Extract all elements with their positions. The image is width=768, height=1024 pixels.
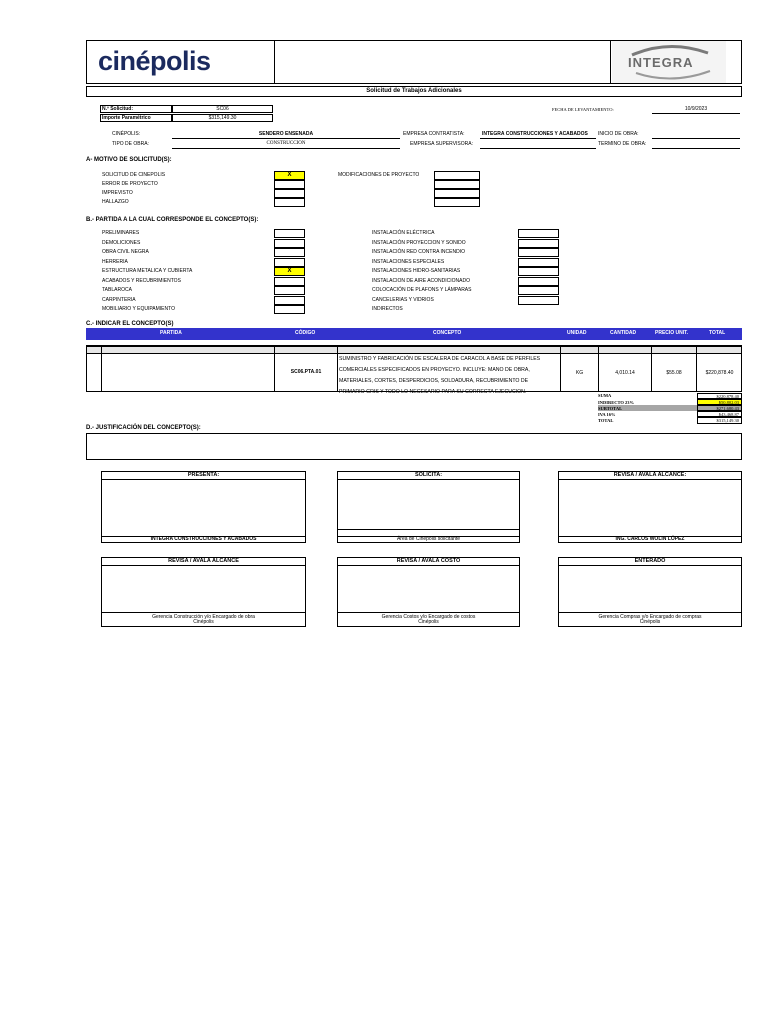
partida-checkbox[interactable]: X [274, 267, 305, 276]
contractor-label: EMPRESA CONTRATISTA: [403, 131, 465, 137]
row-total: $220,878.40 [705, 370, 734, 376]
partida-checkbox-right[interactable] [518, 239, 559, 248]
col-rule [598, 346, 599, 392]
col-header-precio: PRECIO UNIT. [655, 330, 689, 336]
motive-label: ERROR DE PROYECTO [102, 181, 158, 187]
start-underline [652, 138, 740, 139]
signature-box-construccion [101, 557, 306, 627]
cinepolis-logo: cinépolis [98, 46, 211, 76]
signature-footer: Gerencia Costos y/o Encargado de costos [381, 614, 476, 620]
motive-label-right: MODIFICACIONES DE PROYECTO [338, 172, 420, 178]
partida-checkbox[interactable] [274, 277, 305, 286]
motive-label: HALLAZGO [102, 199, 129, 205]
signature-box-costos [337, 557, 520, 627]
cinepolis-underline [172, 138, 400, 139]
col-header-concepto: CONCEPTO [433, 330, 462, 336]
totals-value: $315,149.30 [697, 417, 742, 424]
totals-value: $271,680.43 [697, 405, 742, 411]
signature-box-revisa-alcance [558, 471, 742, 543]
survey-date-value: 10/9/2023 [684, 106, 708, 112]
totals-label: INDIRECTO 23% [598, 400, 635, 405]
signature-footer: INTEGRA CONSTRUCCIONES Y ACABADOS [150, 536, 257, 542]
supervisor-underline [480, 148, 596, 149]
partida-label: MOBILIARIO Y EQUIPAMIENTO [102, 306, 175, 312]
partida-label-right: CANCELERIAS Y VIDRIOS [372, 296, 434, 303]
signature-box-compras [558, 557, 742, 627]
partida-label: TABLAROCA [102, 287, 132, 293]
partida-label: OBRA CIVIL NEGRA [102, 249, 149, 255]
signature-footer: Gerencia Compras y/o Encargado de compras [598, 614, 702, 620]
row-concepto-line: PRIMARIO GRIS Y TODO LO NECESARIO PARA SU CORRECTA EJECUCION. [339, 389, 527, 395]
signature-footer: ING. CARLOS WOLIN LÓPEZ [615, 536, 685, 542]
section-c-title: C.- INDICAR EL CONCEPTO(S) [86, 321, 174, 327]
partida-checkbox[interactable] [274, 248, 305, 257]
partida-checkbox-right[interactable] [518, 296, 559, 305]
signature-footer-company: Cinépolis [418, 619, 439, 625]
survey-date-underline [652, 113, 740, 114]
request-number-value: SC06 [216, 106, 229, 112]
partida-label: ACABADOS Y RECUBRIMIENTOS [102, 277, 181, 284]
survey-date-label: FECHA DE LEVANTAMIENTO: [552, 107, 614, 112]
integra-logo-text: INTEGRA [628, 55, 694, 70]
motive-checkbox[interactable] [274, 189, 305, 198]
cinepolis-label: CINÉPOLIS: [112, 131, 141, 137]
motive-empty-cell[interactable] [434, 180, 480, 189]
partida-label: DEMOLICIONES [102, 239, 141, 246]
signature-footer: Área de Cinépolis solicitante [396, 536, 461, 542]
signature-foot-rule [102, 612, 305, 613]
col-header-codigo: CÓDIGO [295, 330, 316, 336]
signature-title: REVISA / AVALA ALCANCE: [613, 472, 687, 478]
signature-footer: Gerencia Construcción y/o Encargado de obra [152, 614, 255, 620]
signature-title: PRESENTA: [187, 472, 220, 478]
col-header-unidad: UNIDAD [567, 330, 587, 336]
partida-checkbox-right[interactable] [518, 277, 559, 286]
signature-foot-rule [338, 612, 519, 613]
col-rule [696, 346, 697, 392]
motive-checkbox[interactable] [274, 180, 305, 189]
signature-title: REVISA / AVALA ALCANCE [168, 558, 239, 564]
totals-label: TOTAL [598, 418, 614, 423]
section-b-title: B.- PARTIDA A LA CUAL CORRESPONDE EL CONCEPTO(S): [86, 217, 259, 223]
partida-checkbox[interactable] [274, 239, 305, 248]
partida-label-right: INSTALACIÓN ELÉCTRICA [372, 230, 435, 236]
signature-title-rule [559, 479, 741, 480]
end-label: TERMINO DE OBRA: [598, 141, 647, 147]
justification-box[interactable] [86, 433, 742, 460]
signature-foot-rule [559, 612, 741, 613]
form-title: Solicitud de Trabajos Adicionales [366, 88, 462, 94]
row-concepto-line: MATERIALES, CORTES, DESPERDICIOS, SOLDADURA, RECUBRIMIENTO DE [339, 378, 529, 384]
partida-checkbox-right[interactable] [518, 267, 559, 276]
totals-label: SUBTOTAL [598, 406, 623, 411]
signature-footer-company: Cinépolis [639, 619, 661, 625]
row-unidad: KG [575, 370, 584, 376]
row-concepto-line: COMERCIALES ESPECIFICADOS EN PROYECYO. INCLUYE: MANO DE OBRA, [339, 367, 530, 373]
partida-label: CARPINTERIA [102, 296, 136, 303]
partida-checkbox[interactable] [274, 286, 305, 295]
row-precio: $55.08 [666, 370, 682, 376]
signature-footer-company: Cinépolis [193, 619, 214, 625]
signature-title: SOLICITA: [414, 472, 443, 478]
row-concepto-line: SUMINISTRO Y FABRICACIÓN DE ESCALERA DE CARACOL A BASE DE PERFILES [339, 356, 541, 362]
motive-checkbox-right[interactable] [434, 171, 480, 180]
partida-checkbox-right[interactable] [518, 229, 559, 238]
signature-title: ENTERADO [634, 558, 666, 564]
header-divider-left [274, 40, 275, 84]
col-rule [101, 346, 102, 392]
section-a-title: A- MOTIVO DE SOLICITUD(S): [86, 157, 172, 163]
integra-logo [612, 41, 726, 83]
partida-checkbox-right[interactable] [518, 248, 559, 257]
row-concepto [339, 354, 560, 398]
partida-label-right: INDIRECTOS [372, 306, 403, 312]
col-rule [651, 346, 652, 392]
amount-label: Importe Paramétrico [102, 115, 151, 121]
partida-checkbox[interactable] [274, 305, 305, 314]
partida-label-right: COLOCACIÓN DE PLAFONS Y LÁMPARAS [372, 287, 472, 293]
partida-label: PRELIMINARES [102, 230, 140, 236]
row-codigo: SC06.PTA.01 [290, 369, 322, 375]
col-rule [560, 346, 561, 392]
partida-checkbox[interactable] [274, 229, 305, 238]
contractor-value: INTEGRA CONSTRUCCIONES Y ACABADOS [482, 131, 588, 137]
end-underline [652, 148, 740, 149]
partida-label-right: INSTALACION DE AIRE ACONDICIONADO [372, 277, 470, 284]
partida-label-right: INSTALACIÓN RED CONTRA INCENDIO [372, 249, 465, 255]
row-cantidad: 4,010.14 [615, 370, 635, 376]
motive-label: IMPREVISTO [102, 190, 133, 196]
signature-foot-rule [338, 529, 519, 530]
amount-value: $315,149.30 [208, 115, 237, 121]
partida-label: ESTRUCTURA METALICA Y CUBIERTA [102, 268, 193, 274]
signature-title-rule [338, 565, 519, 566]
totals-label: IVA 16% [598, 412, 616, 417]
signature-title-rule [102, 565, 305, 566]
partida-checkbox[interactable] [274, 258, 305, 267]
totals-value: $220,878.40 [697, 393, 742, 399]
work-type-value: CONSTRUCCION [266, 141, 306, 146]
totals-label: SUMA [598, 393, 612, 398]
contractor-underline [480, 138, 596, 139]
start-label: INICIO DE OBRA: [598, 131, 639, 137]
motive-checkbox[interactable]: X [274, 171, 305, 180]
signature-title-rule [102, 479, 305, 480]
motive-empty-cell[interactable] [434, 198, 480, 207]
motive-empty-cell[interactable] [434, 189, 480, 198]
partida-label: HERRERIA [102, 258, 128, 265]
section-d-title: D.- JUSTIFICACIÓN DEL CONCEPTO(S): [86, 425, 201, 431]
signature-title-rule [338, 479, 519, 480]
col-rule [337, 346, 338, 392]
signature-box-presenta [101, 471, 306, 543]
work-type-label: TIPO DE OBRA: [112, 141, 149, 147]
work-type-underline [172, 148, 400, 149]
signature-title-rule [559, 565, 741, 566]
concept-table-header [86, 328, 742, 340]
signature-title: REVISA / AVALA COSTO [396, 558, 461, 564]
partida-checkbox[interactable] [274, 296, 305, 305]
partida-label-right: INSTALACIÓN PROYECCION Y SONIDO [372, 239, 466, 246]
supervisor-label: EMPRESA SUPERVISORA: [410, 141, 473, 147]
motive-label: SOLICITUD DE CINEPOLIS [102, 172, 166, 178]
motive-checkbox[interactable] [274, 198, 305, 207]
col-header-total: TOTAL [709, 330, 726, 336]
request-number-label: N.º Solicitud: [102, 106, 133, 112]
totals-value: $43,468.87 [697, 411, 742, 417]
partida-label-right: INSTALACIONES HIDRO-SANITARIAS [372, 268, 461, 274]
col-header-cantidad: CANTIDAD [610, 330, 637, 336]
col-header-partida: PARTIDA [160, 330, 182, 336]
partida-checkbox-right[interactable] [518, 258, 559, 267]
signature-box-solicita [337, 471, 520, 543]
partida-checkbox-right[interactable] [518, 286, 559, 295]
cinepolis-value: SENDERO ENSENADA [258, 131, 314, 137]
totals-value: $50,802.03 [697, 399, 742, 405]
header-divider-right [610, 40, 611, 84]
partida-label-right: INSTALACIONES ESPECIALES [372, 258, 445, 265]
